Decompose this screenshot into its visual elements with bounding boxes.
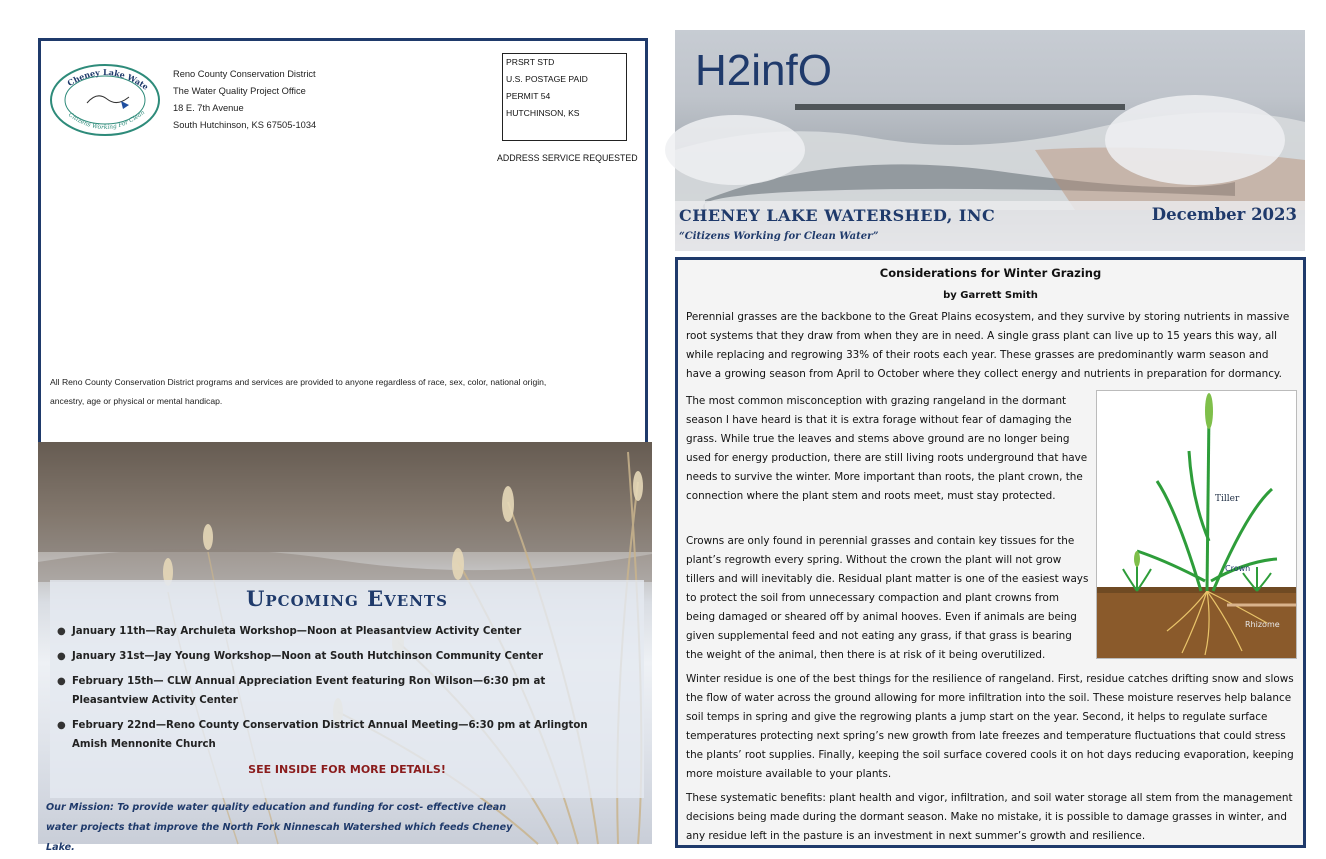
events-title: Upcoming Events <box>246 586 448 611</box>
grass-plant-diagram <box>1097 391 1296 658</box>
return-address-line: South Hutchinson, KS 67505-1034 <box>173 120 317 130</box>
return-address-line: 18 E. 7th Avenue <box>173 103 244 113</box>
bullet-icon: ● <box>57 651 66 662</box>
upcoming-events-box <box>50 580 644 798</box>
article-paragraph: Crowns are only found in perennial grasses and contain key tissues for the plant’s regrowth every spring. Without the crown the plant will not grow tillers and will inevitably die. Residual plant matter is one of the easiest ways to protect the soil from unnecessary compaction and plant crowns from being damaged or sheared off by animal hooves. Even if animals are being given supplemental feed and not eating any grass, if that grass is bearing the weight of the animal, then there is at risk of it being overutilized. <box>686 535 1089 661</box>
winter-grass-photo <box>38 442 652 853</box>
masthead <box>675 30 1305 251</box>
logo-text: Cheney Lake Wate <box>65 66 151 92</box>
figure-label-crown: Crown <box>1225 564 1251 573</box>
cheney-lake-logo <box>49 63 161 137</box>
event-item <box>57 647 612 666</box>
nondiscrimination-statement: All Reno County Conservation District programs and services are provided to anyone regardless of race, sex, color, national origin, <box>50 377 547 387</box>
article-paragraph: Perennial grasses are the backbone to the Great Plains ecosystem, and they survive by storing nutrients in massive root systems that they draw from when they are in need. A single grass plant can live up to 15 years this way, all while replacing and regrowing 33% of their roots each year. These grasses are predominantly warm season and have a growing season from April to October where they collect energy and nutrients in preparation for dormancy. <box>686 311 1290 380</box>
logo-subtext: Citizens Working For Clean <box>67 109 147 132</box>
postage-line: PRSRT STD <box>506 57 555 67</box>
event-item <box>57 672 612 710</box>
bullet-icon: ● <box>57 676 66 687</box>
mission-statement: Our Mission: To provide water quality education and funding for cost- effective clean water projects that improve the North Fork Ninnescah Watershed which feeds Cheney Lake. <box>46 802 513 853</box>
article-paragraph: These systematic benefits: plant health and vigor, infiltration, and soil water storage all stem from the management decisions being made during the dormant season. Make no mistake, it is possible to damage grasses in winter, and any residue left in the pasture is an investment in next summer’s growth and resilience. <box>686 792 1293 842</box>
postage-line: PERMIT 54 <box>506 91 551 101</box>
masthead-band <box>675 201 1305 251</box>
grass-anatomy-figure <box>1096 390 1297 659</box>
mailing-panel <box>38 38 648 452</box>
nondiscrimination-statement: ancestry, age or physical or mental handicap. <box>50 396 223 406</box>
postage-line: U.S. POSTAGE PAID <box>506 74 588 84</box>
figure-label-tiller: Tiller <box>1215 494 1240 504</box>
return-address-line: The Water Quality Project Office <box>173 86 306 96</box>
see-inside-notice: SEE INSIDE FOR MORE DETAILS! <box>248 763 446 776</box>
event-item <box>57 622 612 641</box>
bullet-icon: ● <box>57 720 66 731</box>
article-title: Considerations for Winter Grazing <box>879 266 1102 280</box>
event-text: February 15th— CLW Annual Appreciation Event featuring Ron Wilson—6:30 pm at Pleasantview Activity Center <box>72 676 546 706</box>
postage-indicia <box>502 53 627 141</box>
issue-date: December 2023 <box>1151 205 1297 224</box>
address-service-requested: ADDRESS SERVICE REQUESTED <box>497 153 638 163</box>
event-item <box>57 716 612 754</box>
event-text: February 22nd—Reno County Conservation District Annual Meeting—6:30 pm at Arlington Amish Mennonite Church <box>72 720 588 750</box>
figure-label-rhizome: Rhizome <box>1245 620 1280 629</box>
article-paragraph: The most common misconception with grazing rangeland in the dormant season I have heard is that it is extra forage without fear of damaging the grass. While true the leaves and stems above ground are no longer being used for energy production, there are still living roots underground that have needs to survive the winter. More important than roots, the plant crown, the connection where the plant stem and roots meet, must stay protected. <box>686 395 1088 502</box>
organization-name: CHENEY LAKE WATERSHED, INC <box>679 206 996 225</box>
postage-line: HUTCHINSON, KS <box>506 108 580 118</box>
event-text: January 31st—Jay Young Workshop—Noon at South Hutchinson Community Center <box>72 651 543 662</box>
article-paragraph: Winter residue is one of the best things for the resilience of rangeland. First, residue catches drifting snow and slows the flow of water across the ground allowing for more infiltration into the soil. These moisture reserves help balance soil temps in spring and give the regrowing plants a jump start on the year. Second, it helps to regulate surface temperatures protecting next spring’s new growth from late freezes and temperature fluctuations that could stress the plants’ root supplies. Finally, keeping the soil surface covered cools it on hot days reducing evaporation, keeping more moisture available to your plants. <box>686 673 1294 780</box>
event-text: January 11th—Ray Archuleta Workshop—Noon at Pleasantview Activity Center <box>72 626 522 637</box>
return-address-line: Reno County Conservation District <box>173 69 316 79</box>
newsletter-title: H2infO <box>695 46 832 95</box>
bullet-icon: ● <box>57 626 66 637</box>
article-byline: by Garrett Smith <box>943 290 1038 301</box>
tagline: “Citizens Working for Clean Water” <box>679 231 879 242</box>
article-winter-grazing <box>675 257 1306 848</box>
